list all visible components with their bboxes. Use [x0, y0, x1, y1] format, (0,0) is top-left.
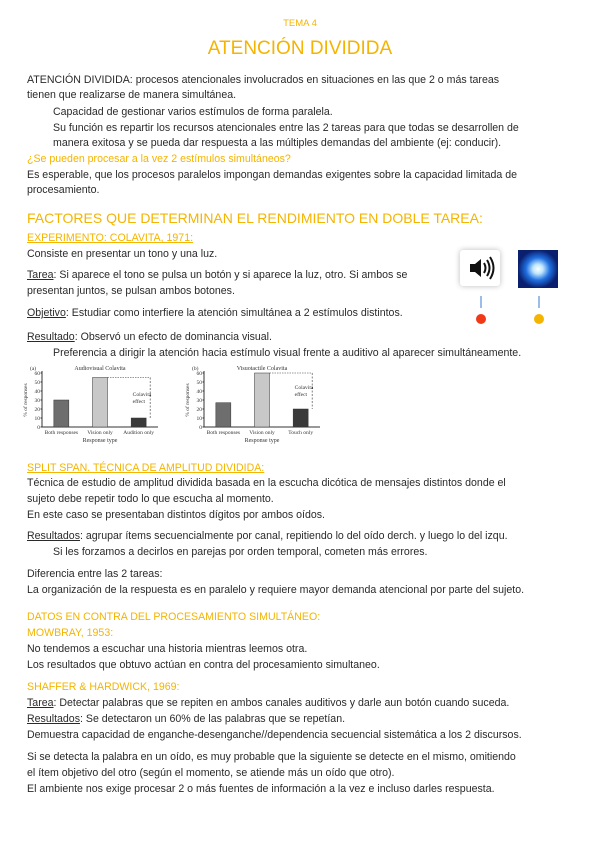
shaffer-resultados-label: Resultados: [27, 713, 80, 725]
colavita-annotation: effect: [132, 398, 146, 405]
colavita-charts: [23, 363, 348, 451]
colavita-title: EXPERIMENTO: COLAVITA, 1971:: [27, 232, 194, 244]
contra-title: DATOS EN CONTRA DEL PROCESAMIENTO SIMULTÁNEO:: [27, 611, 321, 623]
objetivo-label: Objetivo: [27, 307, 66, 319]
diferencia-line-2: La organización de la respuesta es en paralelo y requiere mayor demanda atencional por parte del sujeto.: [27, 584, 525, 596]
red-button-dot: [476, 314, 486, 324]
chart-x-tick: Both responses: [206, 430, 241, 436]
shaffer-summary-1: Si se detecta la palabra en un oído, es muy probable que la siguiente se detecte en el mismo, omitiendo: [27, 751, 516, 763]
chart-y-tick: 0: [199, 425, 202, 431]
split-line-3: En este caso se presentaban distintos dígitos por ambos oídos.: [27, 509, 325, 521]
intro-paragraph-1: Capacidad de gestionar varios estímulos de forma paralela.: [53, 106, 333, 118]
intro-answer-1: Es esperable, que los procesos paralelos impongan demandas exigentes sobre la capacidad limitada de: [27, 169, 517, 181]
split-line-2: sujeto debe repetir todo lo que escucha al momento.: [27, 493, 274, 505]
diferencia-line-1: Diferencia entre las 2 tareas:: [27, 568, 163, 580]
chart-panel-label: (a): [30, 366, 37, 372]
shaffer-demuestra: Demuestra capacidad de enganche-desenganche//dependencia secuencial sistemática a los 2 discursos.: [27, 729, 522, 741]
shaffer-summary-2: el ítem objetivo del otro (según el momento, se atiende más un oído que otro).: [27, 767, 395, 779]
shaffer-resultados: Resultados: Se detectaron un 60% de las palabras que se repetían.: [27, 713, 346, 725]
shaffer-title: SHAFFER & HARDWICK, 1969:: [27, 681, 180, 693]
chart-title: Visuotactile Colavita: [236, 366, 288, 372]
intro-question: ¿Se pueden procesar a la vez 2 estímulos simultáneos?: [27, 153, 291, 165]
chart-x-tick: Audition only: [123, 430, 155, 436]
tarea-line-1: Tarea: Si aparece el tono se pulsa un botón y si aparece la luz, otro. Si ambos se: [27, 269, 408, 281]
intro-answer-2: procesamiento.: [27, 184, 100, 196]
resultado-line: Resultado: Observó un efecto de dominancia visual.: [27, 331, 272, 343]
shaffer-summary-3: El ambiente nos exige procesar 2 o más fuentes de información a la vez e incluso darles respuesta.: [27, 783, 495, 795]
intro-paragraph-2a: Su función es repartir los recursos atencionales entre las 2 tareas para que todas se desarrollen de: [53, 122, 519, 134]
chart-bar: [131, 418, 146, 427]
chart-x-tick: Both responses: [44, 430, 79, 436]
chart-y-label: % of responses: [23, 383, 29, 417]
chart-bar: [255, 373, 270, 427]
mowbray-line-2: Los resultados que obtuvo actúan en contra del procesamiento simultaneo.: [27, 659, 380, 671]
consiste-text: Consiste en presentar un tono y una luz.: [27, 248, 218, 260]
tarea-label: Tarea: [27, 269, 54, 281]
colavita-annotation: effect: [294, 392, 308, 398]
chart-y-tick: 20: [34, 407, 40, 413]
intro-paragraph-2b: manera exitosa y se pueda dar respuesta a las múltiples demandas del ambiente (ej: conducir).: [53, 137, 502, 149]
chart-y-tick: 10: [196, 416, 202, 422]
tarea-line-2: presentan juntos, se pulsan ambos botones.: [27, 285, 235, 297]
split-title: SPLIT SPAN. TÉCNICA DE AMPLITUD DIVIDIDA:: [27, 462, 265, 474]
chart-y-tick: 60: [196, 371, 202, 377]
stimulus-connectors: [470, 296, 570, 326]
chart-y-tick: 50: [34, 380, 40, 386]
orange-button-dot: [534, 314, 544, 324]
factores-heading: FACTORES QUE DETERMINAN EL RENDIMIENTO EN DOBLE TAREA:: [27, 210, 483, 226]
chart-bar: [54, 400, 69, 427]
chart-x-tick: Vision only: [249, 430, 275, 436]
chart-x-tick: Touch only: [288, 430, 314, 436]
chart-y-tick: 0: [37, 425, 40, 431]
chart-bar: [293, 409, 308, 427]
chart-y-tick: 30: [34, 398, 40, 404]
intro-line-1: ATENCIÓN DIVIDIDA: procesos atencionales involucrados en situaciones en las que 2 o más tareas: [27, 74, 500, 86]
chart-x-label: Response type: [82, 438, 118, 444]
mowbray-title: MOWBRAY, 1953:: [27, 627, 114, 639]
chart-bar: [93, 378, 108, 428]
tema-label: TEMA 4: [283, 18, 317, 29]
speaker-icon: [460, 250, 500, 286]
chart-x-tick: Vision only: [87, 430, 113, 436]
chart-title: Audiovisual Colavita: [74, 366, 126, 372]
light-flash-icon: [518, 250, 558, 288]
chart-y-label: % of responses: [185, 383, 191, 417]
resultados-label: Resultados: [27, 530, 80, 542]
chart-panel-label: (b): [192, 366, 199, 372]
chart-x-label: Response type: [244, 438, 280, 444]
chart-y-tick: 60: [34, 371, 40, 377]
chart-y-tick: 10: [34, 416, 40, 422]
split-results: Resultados: agrupar ítems secuencialmente por canal, repitiendo lo del oído derch. y luego lo del izqu.: [27, 530, 508, 542]
shaffer-tarea: Tarea: Detectar palabras que se repiten en ambos canales auditivos y darle aun botón cuando suceda.: [27, 697, 510, 709]
chart-y-tick: 30: [196, 398, 202, 404]
split-results-2: Si les forzamos a decirlos en parejas por orden temporal, cometen más errores.: [53, 546, 428, 558]
shaffer-tarea-label: Tarea: [27, 697, 54, 709]
chart-y-tick: 40: [34, 389, 40, 395]
resultado-label: Resultado: [27, 331, 75, 343]
chart-bar: [216, 403, 231, 427]
page-title: ATENCIÓN DIVIDIDA: [207, 38, 393, 59]
intro-line-2: tienen que realizarse de manera simultánea.: [27, 89, 237, 101]
colavita-annotation: Colavita: [132, 391, 152, 398]
mowbray-line-1: No tendemos a escuchar una historia mientras leemos otra.: [27, 643, 308, 655]
chart-y-tick: 20: [196, 407, 202, 413]
objetivo-line: Objetivo: Estudiar como interfiere la atención simultánea a 2 estímulos distintos.: [27, 307, 403, 319]
split-line-1: Técnica de estudio de amplitud dividida basada en la escucha dicótica de mensajes distintos donde el: [27, 477, 506, 489]
chart-y-tick: 40: [196, 389, 202, 395]
colavita-annotation: Colavita: [294, 385, 314, 391]
preferencia-line: Preferencia a dirigir la atención hacia estímulo visual frente a auditivo al aparecer simultáneamente.: [53, 347, 522, 359]
chart-y-tick: 50: [196, 380, 202, 386]
